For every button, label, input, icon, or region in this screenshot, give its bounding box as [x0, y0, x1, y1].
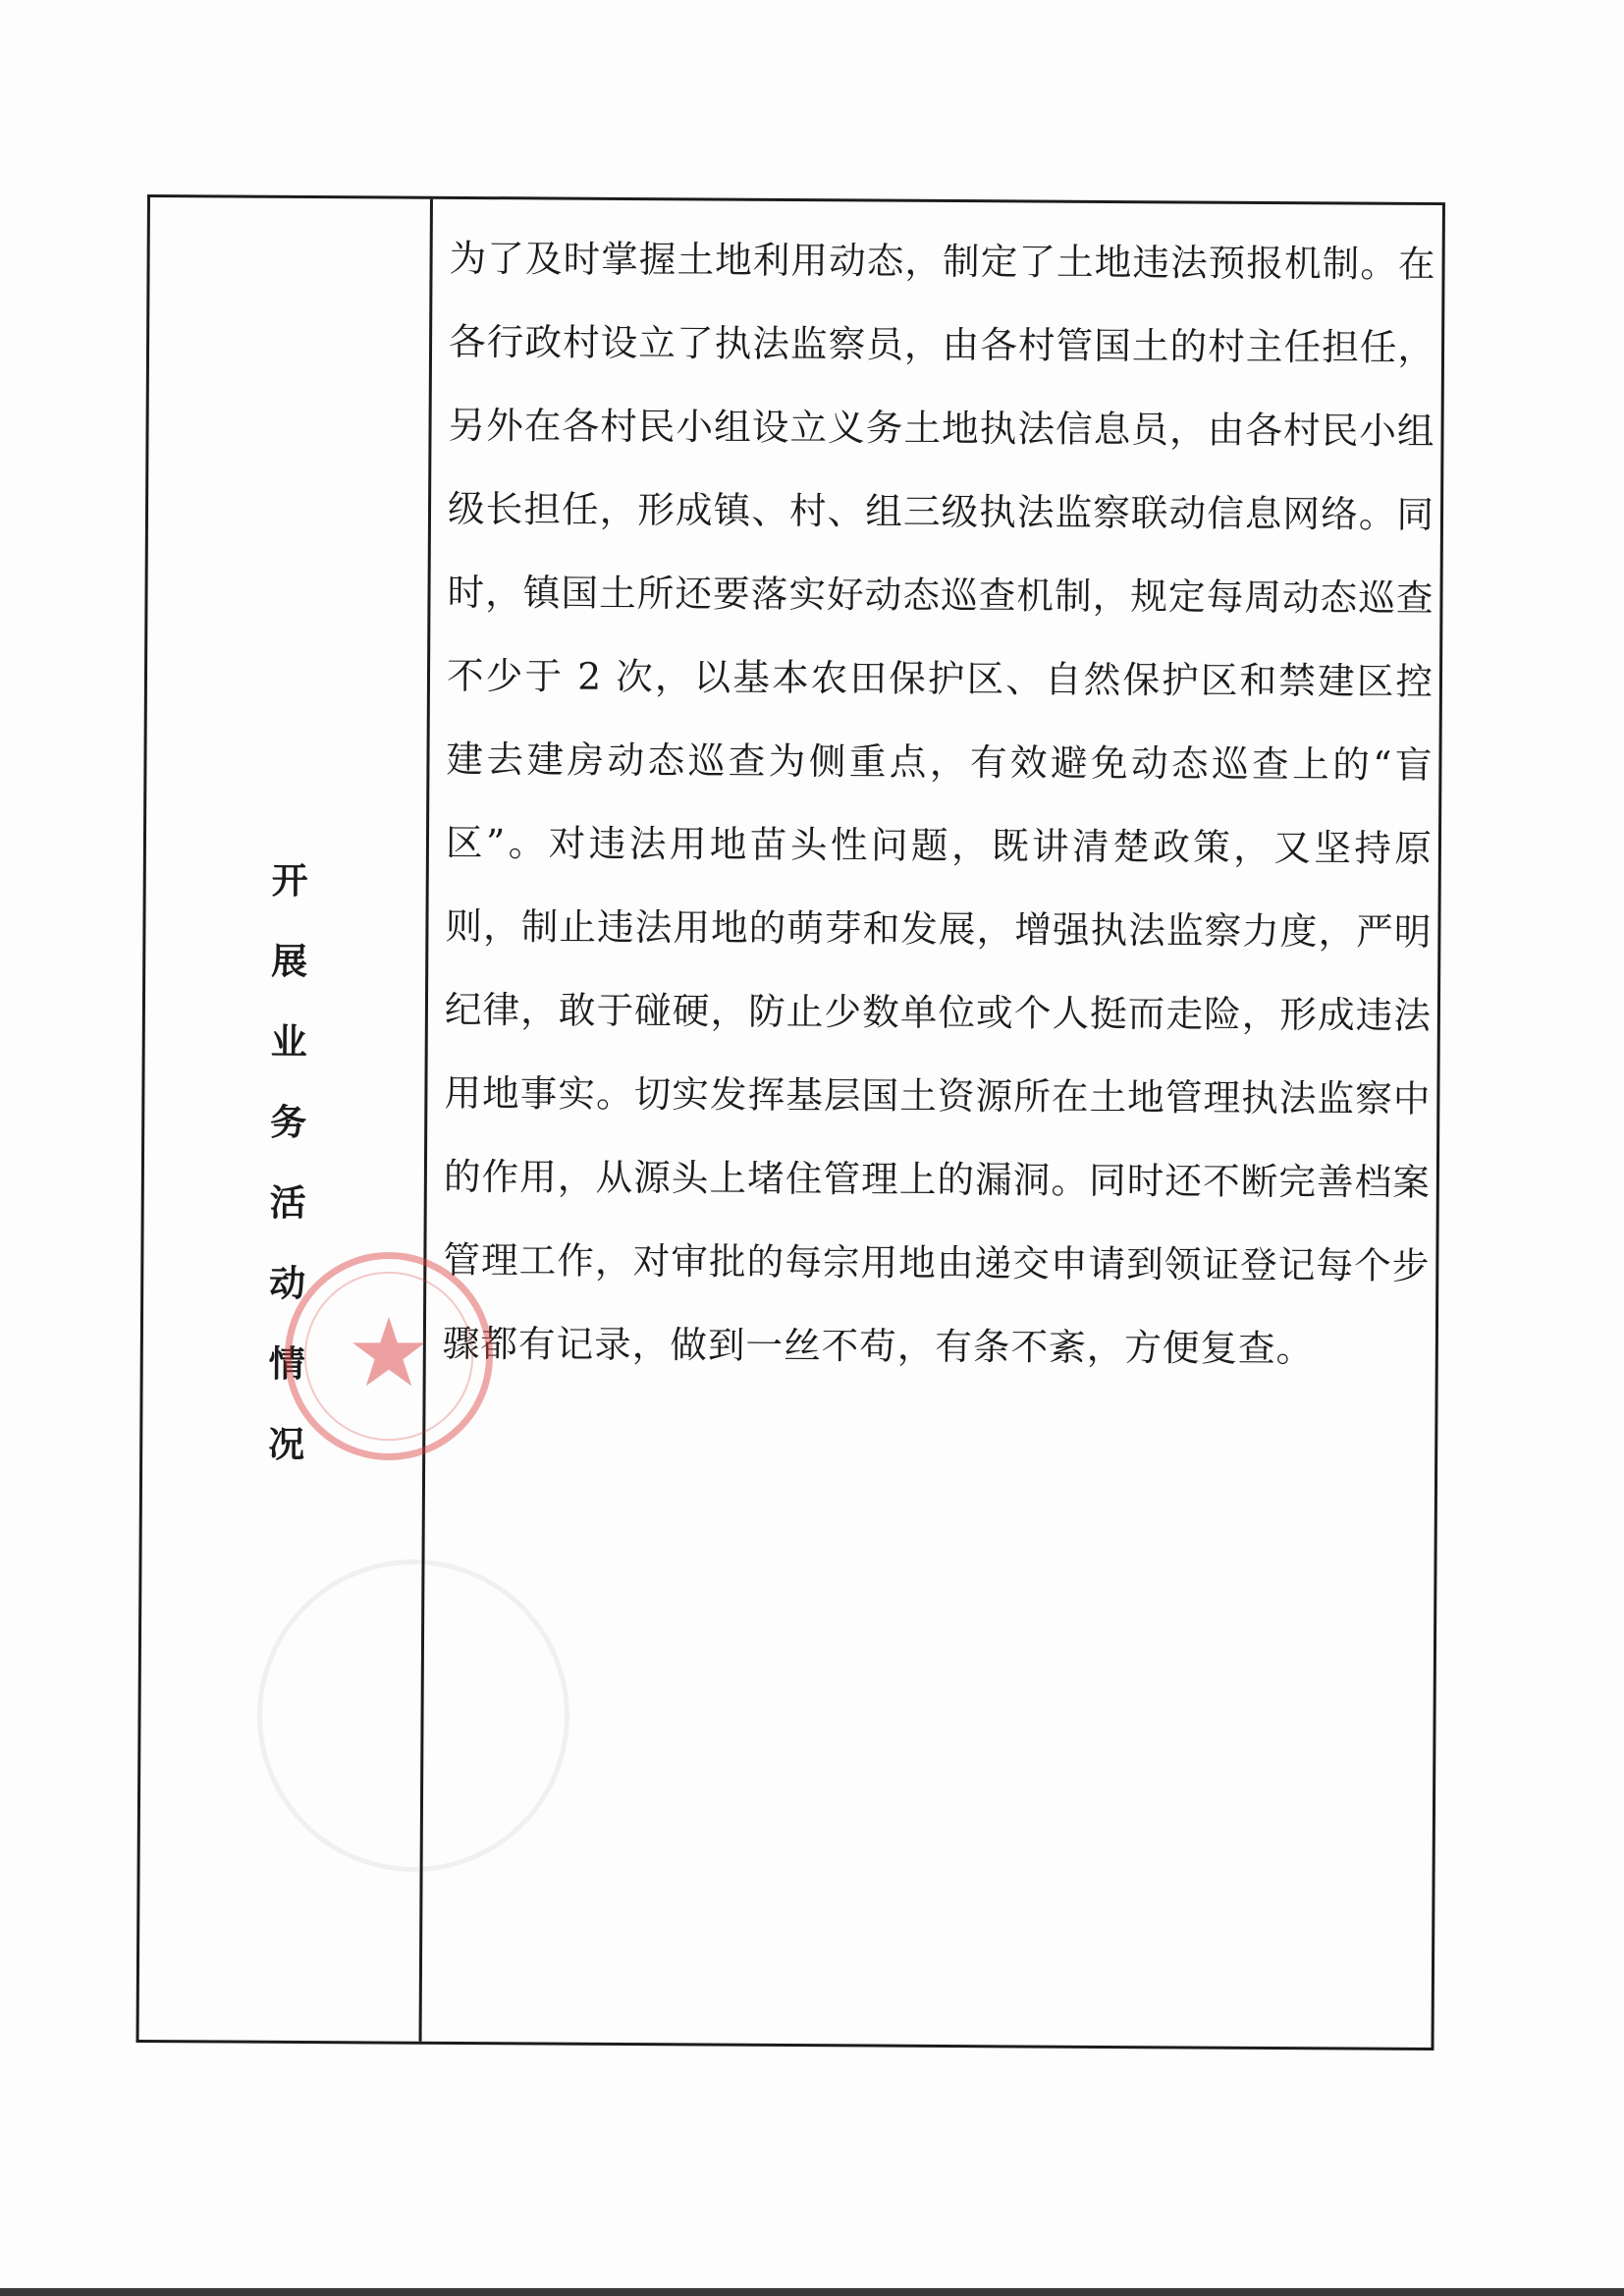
row-label-cell: [139, 197, 430, 2042]
star-icon: [350, 1313, 428, 1392]
red-seal-icon: [285, 1252, 493, 1460]
scan-edge: [0, 2288, 1624, 2296]
activity-description: 为了及时掌握土地利用动态，制定了土地违法预报机制。在各行政村设立了执法监察员，由各村管国土的村主任担任，另外在各村民小组设立义务土地执法信息员，由各村民小组级长担任，形成镇、村、组三级执法监察联动信息网络。同时，镇国土所还要落实好动态巡查机制，规定每周动态巡查不少于 2 次，以基本农田保护区、自然保护区和禁建区控建去建房动态巡查为侧重点，有效避免动态巡查上的“盲区”。对违法用地苗头性问题，既讲清楚政策，又坚持原则，制止违法用地的萌芽和发展，增强执法监察力度，严明纪律，敢于碰硬，防止少数单位或个人挺而走险，形成违法用地事实。切实发挥基层国土资源所在土地管理执法监察中的作用，从源头上堵住管理上的漏洞。同时还不断完善档案管理工作，对审批的每宗用地由递交申请到领证登记每个步骤都有记录，做到一丝不苟，有条不紊，方便复查。: [442, 236, 1436, 1371]
row-label-text: 开展业务活动情况: [261, 860, 308, 1505]
content-cell: [443, 217, 1436, 1392]
form-table: [136, 194, 1445, 2050]
